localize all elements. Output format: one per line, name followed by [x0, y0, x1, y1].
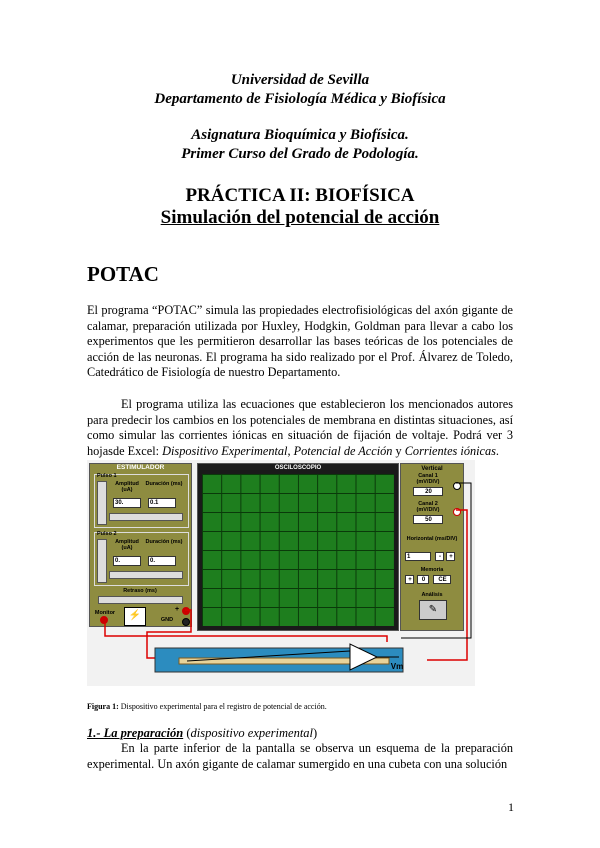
- analysis-button[interactable]: ✎: [419, 600, 447, 620]
- stimulator-title: ESTIMULADOR: [116, 464, 165, 471]
- clear-button[interactable]: CE: [433, 575, 451, 584]
- vertical-label: Vertical: [421, 466, 443, 472]
- channel1-wire: [401, 483, 471, 638]
- figure-caption: Figura 1: Dispositivo experimental para el registro de potencial de acción.: [87, 702, 327, 711]
- pulse1-amplitude-input[interactable]: 30.: [113, 498, 141, 508]
- pulse1-amplitude-label: Amplitud (uA): [115, 481, 139, 493]
- pulse2-duration-input[interactable]: 0.: [148, 556, 176, 566]
- channel2-input[interactable]: 50: [413, 515, 443, 524]
- memory-add-button[interactable]: +: [405, 575, 414, 584]
- section-1-heading: 1.- La preparación (dispositivo experimental): [87, 726, 318, 740]
- pulse1-label: Pulso 1: [97, 473, 117, 479]
- pulse2-amplitude-label: Amplitud (uA): [115, 539, 139, 551]
- horizontal-input[interactable]: 1: [405, 552, 431, 561]
- monitor-label: Monitor: [94, 610, 116, 616]
- pulse2-amplitude-input[interactable]: 0.: [113, 556, 141, 566]
- section-heading: POTAC: [87, 262, 159, 286]
- pulse2-label: Pulso 2: [97, 531, 117, 537]
- analysis-label: Análisis: [421, 592, 443, 598]
- horizontal-label: Horizontal (ms/DIV): [406, 536, 458, 542]
- pulse2-duration-label: Duración (ms): [145, 539, 183, 545]
- channel1-label: Canal 1 (mV/DIV): [416, 473, 440, 485]
- page-number: 1: [508, 800, 514, 814]
- pulse1-duration-input[interactable]: 0.1: [148, 498, 176, 508]
- section-1-text: En la parte inferior de la pantalla se observa un esquema de la preparación experimental. Un axón gigante de calamar sumergido en una cubeta con una solución: [87, 741, 513, 771]
- intro-paragraph-1: El programa “POTAC” simula las propiedades electrofisiológicas del axón gigante de calamar, preparación utilizada por Huxley, Hodgkin, Goldman para llevar a cabo los experimentos que les permitieron desarrollar las bases teóricas de los potenciales de acción de las neuronas. El programa ha sido realizado por el Prof. Álvarez de Toledo, Catedrático de Fisiología de nuestro Departamento.: [87, 303, 513, 380]
- department-name: Departamento de Fisiología Médica y Biofísica: [154, 91, 446, 107]
- vm-label: Vm: [390, 662, 404, 671]
- delay-label: Retraso (ms): [123, 588, 157, 594]
- horizontal-increase-button[interactable]: +: [446, 552, 455, 561]
- plus-label: +: [174, 606, 180, 613]
- experimental-device-figure: [87, 460, 475, 686]
- intro-text: [87, 303, 513, 459]
- pulse1-duration-label: Duración (ms): [145, 481, 183, 487]
- channel1-input[interactable]: 20: [413, 487, 443, 496]
- university-name: Universidad de Sevilla: [230, 72, 370, 88]
- course-name: Primer Curso del Grado de Podología.: [181, 146, 419, 162]
- channel2-label: Canal 2 (mV/DIV): [416, 501, 440, 513]
- gnd-label: GND: [160, 617, 174, 623]
- practice-title: PRÁCTICA II: BIOFÍSICA: [185, 185, 415, 206]
- memory-value: 0: [417, 575, 429, 584]
- memory-label: Memoria: [420, 567, 444, 573]
- subject-name: Asignatura Bioquímica y Biofísica.: [191, 127, 409, 143]
- oscilloscope-title: OSCILOSCOPIO: [274, 465, 322, 471]
- stimulus-button[interactable]: ⚡: [124, 607, 146, 626]
- practice-subtitle: Simulación del potencial de acción: [160, 207, 440, 228]
- wiring-diagram: [87, 460, 475, 686]
- horizontal-decrease-button[interactable]: -: [435, 552, 444, 561]
- intro-paragraph-2: El programa utiliza las ecuaciones que establecieron los mencionados autores para predecir los cambios en los potenciales de membrana en distintas situaciones, así como simular las corrientes iónicas en situación de fijación de voltaje. Podrá ver 3 hojasde Excel: Dispositivo Experimental, Potencial de Acción y Corrientes iónicas.: [87, 396, 513, 458]
